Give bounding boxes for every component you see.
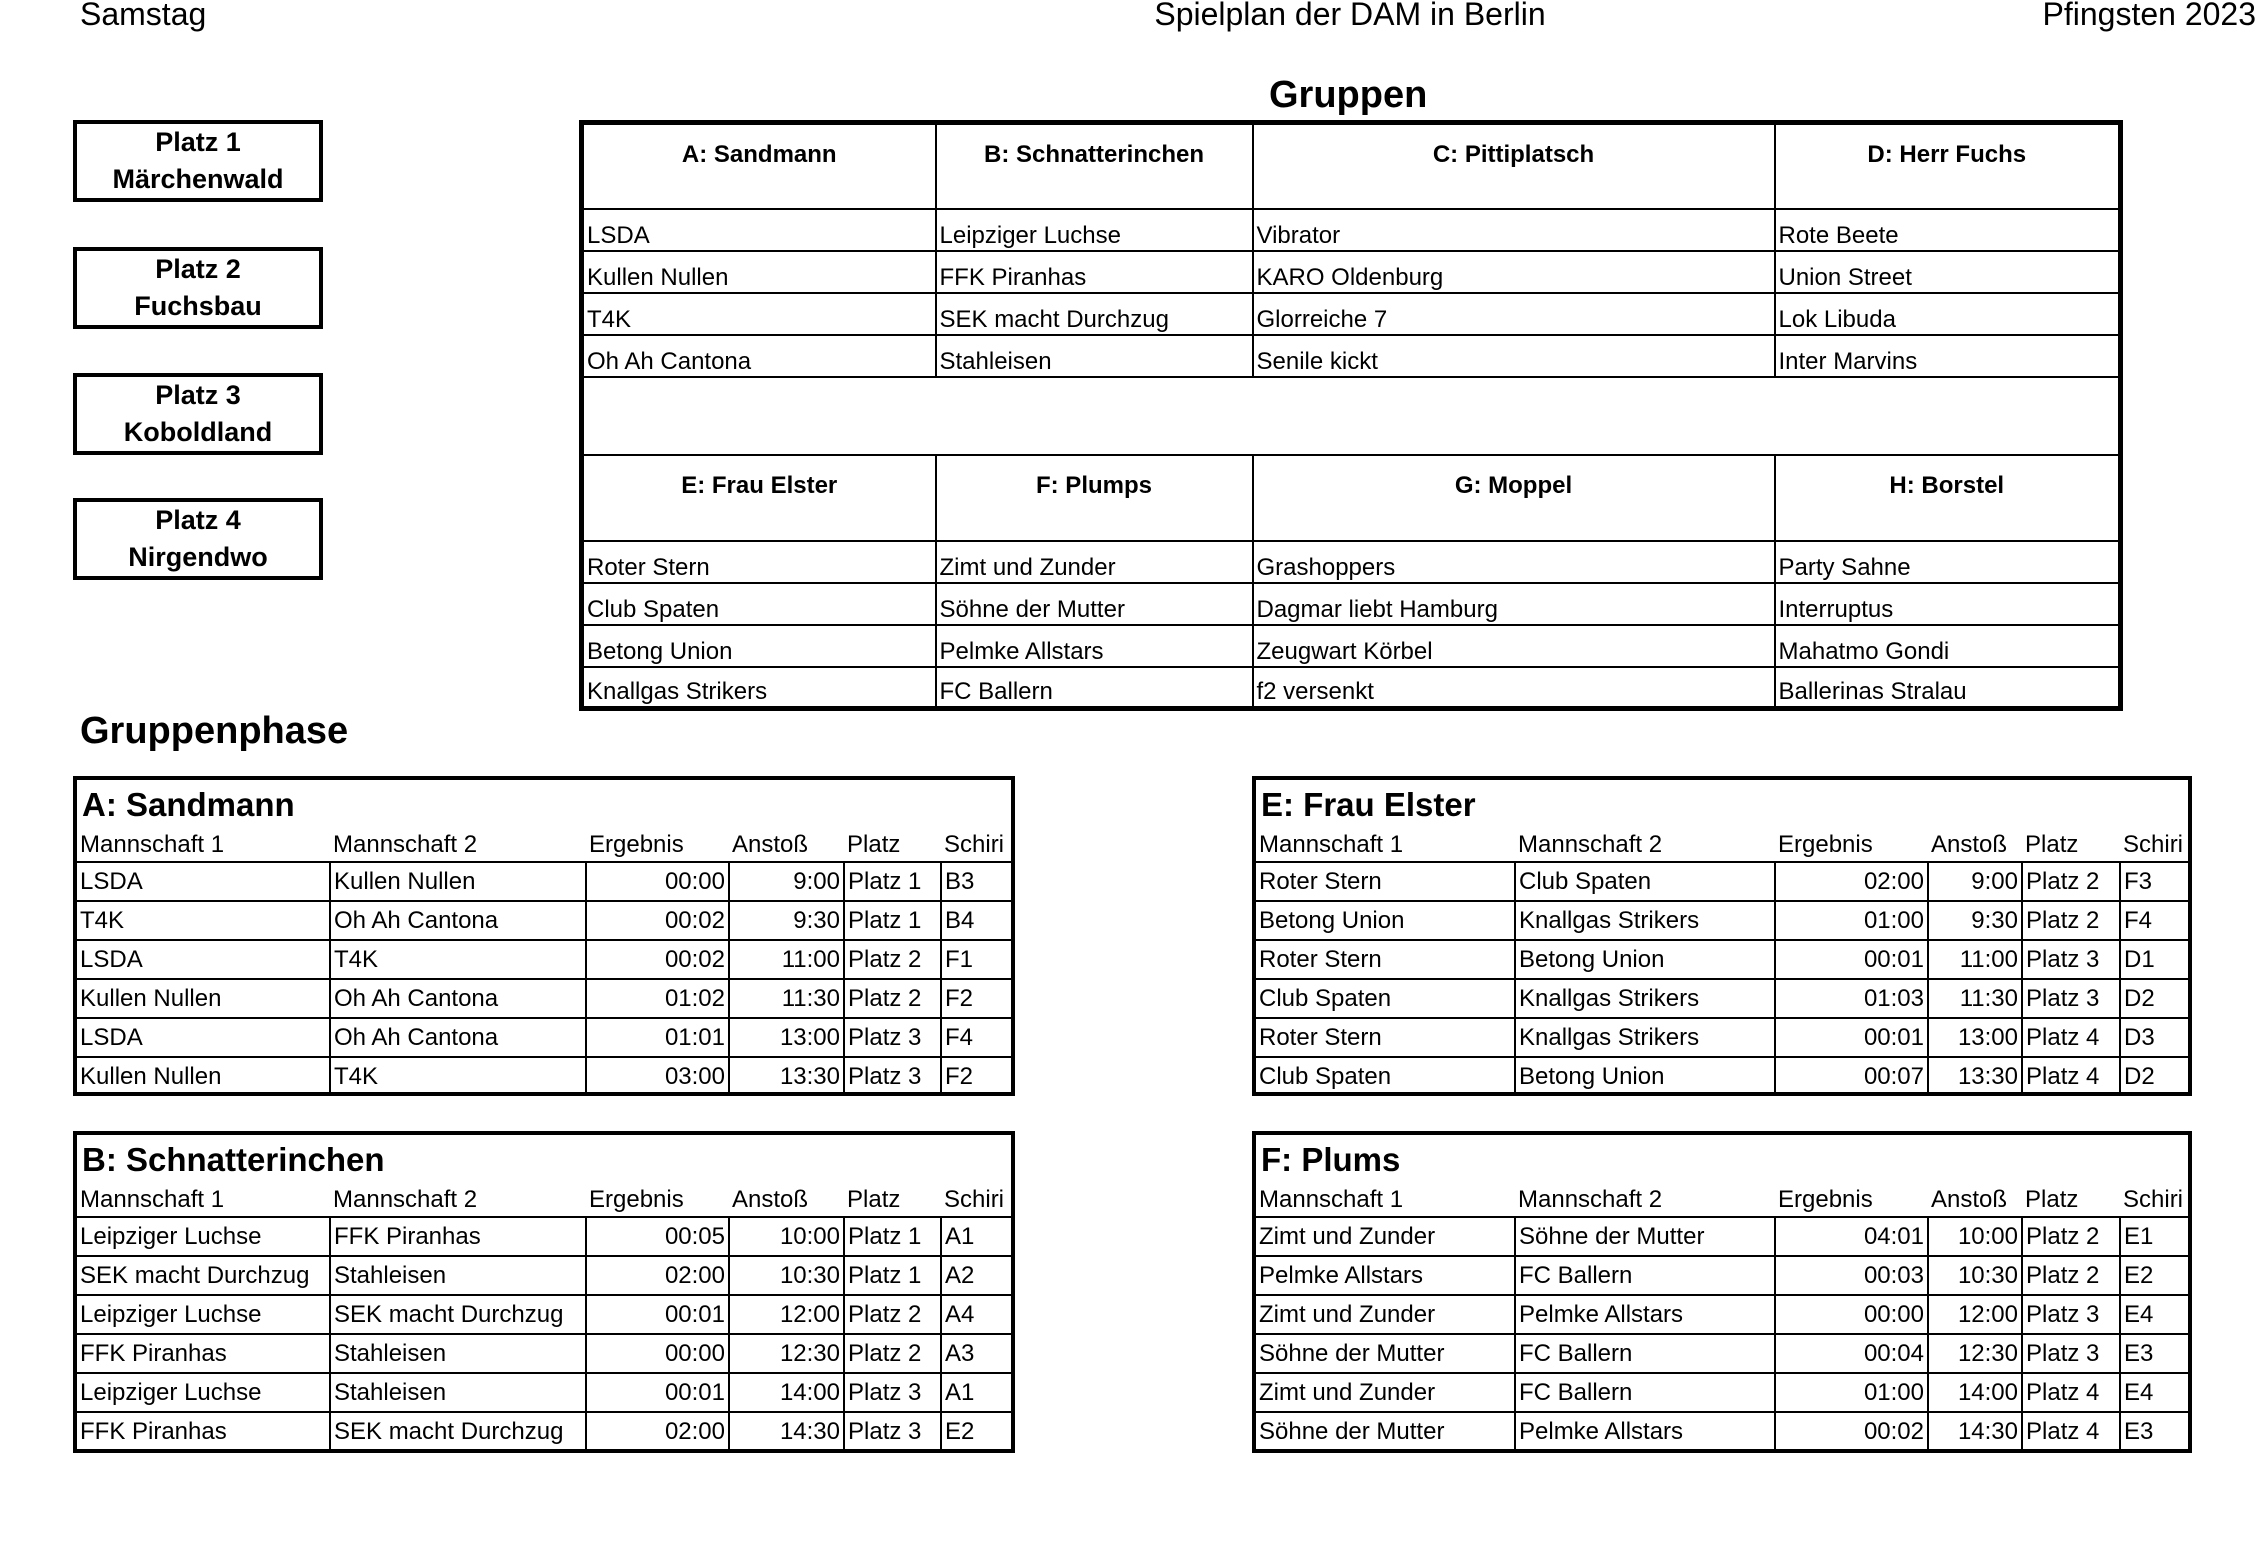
kickoff-cell: 9:30 <box>729 901 844 940</box>
team1-cell: Zimt und Zunder <box>1256 1217 1515 1256</box>
team-cell: Grashoppers <box>1253 541 1775 583</box>
kickoff-cell: 14:30 <box>1928 1412 2022 1450</box>
group-team-row <box>582 209 2121 251</box>
referee-cell: B4 <box>941 901 1011 940</box>
team-cell: Union Street <box>1775 251 2121 293</box>
team-cell: Inter Marvins <box>1775 335 2121 377</box>
field-cell: Platz 3 <box>844 1412 941 1450</box>
team1-cell: Roter Stern <box>1256 940 1515 979</box>
team2-cell: Pelmke Allstars <box>1515 1412 1775 1450</box>
referee-cell: F3 <box>2120 862 2188 901</box>
team1-cell: Söhne der Mutter <box>1256 1334 1515 1373</box>
team-cell: Party Sahne <box>1775 541 2121 583</box>
gruppenphase-title: Gruppenphase <box>80 710 349 752</box>
team1-cell: Pelmke Allstars <box>1256 1256 1515 1295</box>
match-table <box>77 828 1011 1095</box>
team2-cell: T4K <box>330 1057 586 1095</box>
field-cell: Platz 1 <box>844 1217 941 1256</box>
team-cell: LSDA <box>582 209 936 251</box>
kickoff-cell: 11:00 <box>729 940 844 979</box>
field-cell: Platz 2 <box>2022 1217 2120 1256</box>
phase-table-a <box>73 776 1015 1096</box>
phase-table-f <box>1252 1131 2192 1453</box>
team-cell: SEK macht Durchzug <box>936 293 1253 335</box>
phase-table-b <box>73 1131 1015 1453</box>
kickoff-cell: 13:00 <box>1928 1018 2022 1057</box>
team1-cell: SEK macht Durchzug <box>77 1256 330 1295</box>
kickoff-cell: 10:30 <box>729 1256 844 1295</box>
referee-cell: F2 <box>945 1062 974 1090</box>
referee-cell: A3 <box>941 1334 1011 1373</box>
group-team-row <box>582 625 2121 667</box>
result-cell: 04:01 <box>1775 1217 1928 1256</box>
field-cell: Platz 2 <box>844 1295 941 1334</box>
group-team-row <box>582 583 2121 625</box>
column-header: Ergebnis <box>586 1183 729 1217</box>
match-row <box>77 1057 1011 1095</box>
team-cell: Zeugwart Körbel <box>1253 625 1775 667</box>
column-header: Anstoß <box>729 828 844 862</box>
column-header: Mannschaft 1 <box>77 1183 330 1217</box>
phase-table-title: F: Plums <box>1261 1141 1401 1178</box>
team-cell: Mahatmo Gondi <box>1775 625 2121 667</box>
match-table <box>1256 1183 2188 1450</box>
result-cell: 00:02 <box>586 940 729 979</box>
team-cell: Club Spaten <box>582 583 936 625</box>
column-header: Schiri <box>941 828 1011 862</box>
match-row <box>1256 1256 2188 1295</box>
spacer-cell <box>582 377 2121 455</box>
match-row <box>77 1217 1011 1256</box>
kickoff-cell: 9:00 <box>1928 862 2022 901</box>
result-cell: 01:00 <box>1775 901 1928 940</box>
referee-cell: E4 <box>2120 1295 2188 1334</box>
column-header: Mannschaft 1 <box>1256 1183 1515 1217</box>
result-cell: 02:00 <box>586 1412 729 1450</box>
group-header-row <box>582 455 2121 541</box>
match-row <box>77 1256 1011 1295</box>
column-header: Schiri <box>2120 828 2188 862</box>
referee-cell: D2 <box>2124 1062 2155 1090</box>
team2-cell: SEK macht Durchzug <box>330 1412 586 1450</box>
group-team-row <box>582 667 2121 709</box>
column-header: Platz <box>844 1183 941 1217</box>
match-row <box>1256 1373 2188 1412</box>
match-row <box>1256 1217 2188 1256</box>
column-header-row <box>77 828 1011 862</box>
team2-cell: FC Ballern <box>1515 1373 1775 1412</box>
field-cell: Platz 4 <box>2022 1373 2120 1412</box>
team1-cell: Zimt und Zunder <box>1256 1295 1515 1334</box>
referee-cell: F4 <box>2120 901 2188 940</box>
column-header: Ergebnis <box>1775 1183 1928 1217</box>
kickoff-cell: 12:30 <box>1928 1334 2022 1373</box>
kickoff-cell: 14:30 <box>729 1412 844 1450</box>
group-header: H: Borstel <box>1775 455 2121 541</box>
referee-cell: A1 <box>941 1373 1011 1412</box>
header-event: Pfingsten 2023 <box>2042 0 2256 32</box>
gruppen-title: Gruppen <box>1269 74 1428 116</box>
field-cell: Platz 3 <box>844 1373 941 1412</box>
result-cell: 00:03 <box>1775 1256 1928 1295</box>
referee-cell: A4 <box>941 1295 1011 1334</box>
platz-number: Platz 3 <box>155 380 241 410</box>
referee-cell: D1 <box>2120 940 2188 979</box>
match-row <box>1256 940 2188 979</box>
team-cell: Roter Stern <box>582 541 936 583</box>
group-team-row <box>582 251 2121 293</box>
team1-cell: Leipziger Luchse <box>77 1373 330 1412</box>
team1-cell: Club Spaten <box>1256 979 1515 1018</box>
result-cell: 00:02 <box>586 901 729 940</box>
kickoff-cell: 14:00 <box>1928 1373 2022 1412</box>
column-header: Mannschaft 2 <box>330 828 586 862</box>
team1-cell: Roter Stern <box>1256 862 1515 901</box>
team1-cell: Zimt und Zunder <box>1256 1373 1515 1412</box>
result-cell: 00:05 <box>586 1217 729 1256</box>
match-row <box>77 1018 1011 1057</box>
kickoff-cell: 12:30 <box>729 1334 844 1373</box>
result-cell: 03:00 <box>586 1057 729 1095</box>
kickoff-cell: 11:30 <box>1928 979 2022 1018</box>
team-cell: Oh Ah Cantona <box>582 335 936 377</box>
match-row <box>77 1412 1011 1450</box>
group-header: B: Schnatterinchen <box>936 123 1253 209</box>
team-cell: Leipziger Luchse <box>936 209 1253 251</box>
team-cell: Senile kickt <box>1253 335 1775 377</box>
column-header: Schiri <box>941 1183 1011 1217</box>
kickoff-cell: 13:00 <box>729 1018 844 1057</box>
header-title: Spielplan der DAM in Berlin <box>1154 0 1546 32</box>
kickoff-cell: 9:30 <box>1928 901 2022 940</box>
column-header-row <box>1256 1183 2188 1217</box>
match-row <box>1256 1018 2188 1057</box>
team2-cell: Pelmke Allstars <box>1515 1295 1775 1334</box>
column-header: Mannschaft 2 <box>1515 828 1775 862</box>
phase-table-title: A: Sandmann <box>82 786 295 823</box>
column-header: Mannschaft 1 <box>77 828 330 862</box>
referee-cell: F1 <box>941 940 1011 979</box>
field-cell: Platz 3 <box>2022 1334 2120 1373</box>
match-row <box>1256 862 2188 901</box>
result-cell: 00:04 <box>1775 1334 1928 1373</box>
phase-table-title: E: Frau Elster <box>1261 786 1476 823</box>
column-header: Platz <box>2022 828 2120 862</box>
team2-cell: Oh Ah Cantona <box>330 979 586 1018</box>
match-row <box>77 940 1011 979</box>
team1-cell: FFK Piranhas <box>77 1412 330 1450</box>
team2-cell: Oh Ah Cantona <box>330 1018 586 1057</box>
team-cell: Söhne der Mutter <box>936 583 1253 625</box>
referee-cell: E3 <box>2120 1334 2188 1373</box>
team1-cell: Kullen Nullen <box>77 1057 330 1095</box>
match-row <box>77 979 1011 1018</box>
result-cell: 01:02 <box>586 979 729 1018</box>
match-table <box>1256 828 2188 1095</box>
match-row <box>1256 1334 2188 1373</box>
field-cell: Platz 4 <box>2022 1018 2120 1057</box>
phase-table-e <box>1252 776 2192 1096</box>
result-cell: 01:01 <box>586 1018 729 1057</box>
team-cell: f2 versenkt <box>1253 667 1775 709</box>
field-cell: Platz 3 <box>844 1018 941 1057</box>
column-header: Platz <box>2022 1183 2120 1217</box>
platz-box-4 <box>73 498 323 580</box>
team1-cell: Söhne der Mutter <box>1256 1412 1515 1450</box>
field-cell: Platz 2 <box>2022 1256 2120 1295</box>
group-header: C: Pittiplatsch <box>1253 123 1775 209</box>
group-header: F: Plumps <box>936 455 1253 541</box>
group-header: D: Herr Fuchs <box>1775 123 2121 209</box>
team-cell: Glorreiche 7 <box>1253 293 1775 335</box>
field-cell: Platz 2 <box>2022 901 2120 940</box>
column-header: Platz <box>844 828 941 862</box>
kickoff-cell: 11:30 <box>729 979 844 1018</box>
result-cell: 00:02 <box>1775 1412 1928 1450</box>
team1-cell: LSDA <box>77 940 330 979</box>
result-cell: 00:01 <box>586 1295 729 1334</box>
team2-cell: Oh Ah Cantona <box>330 901 586 940</box>
field-cell: Platz 3 <box>2022 979 2120 1018</box>
team2-cell: FC Ballern <box>1515 1334 1775 1373</box>
group-header: G: Moppel <box>1253 455 1775 541</box>
column-header-row <box>77 1183 1011 1217</box>
team1-cell: FFK Piranhas <box>77 1334 330 1373</box>
team-cell: Vibrator <box>1253 209 1775 251</box>
referee-cell: A2 <box>941 1256 1011 1295</box>
match-row <box>77 1295 1011 1334</box>
team-cell: Kullen Nullen <box>582 251 936 293</box>
column-header-row <box>1256 828 2188 862</box>
referee-cell: A1 <box>941 1217 1011 1256</box>
referee-cell: B3 <box>941 862 1011 901</box>
match-row <box>1256 979 2188 1018</box>
team2-cell: Söhne der Mutter <box>1515 1217 1775 1256</box>
kickoff-cell: 14:00 <box>729 1373 844 1412</box>
platz-box-1 <box>73 120 323 202</box>
match-row <box>77 901 1011 940</box>
referee-cell: D3 <box>2120 1018 2188 1057</box>
referee-cell: E3 <box>2124 1417 2154 1445</box>
column-header: Ergebnis <box>586 828 729 862</box>
team2-cell: T4K <box>330 940 586 979</box>
result-cell: 02:00 <box>1775 862 1928 901</box>
team1-cell: T4K <box>77 901 330 940</box>
field-cell: Platz 2 <box>844 979 941 1018</box>
match-row <box>1256 901 2188 940</box>
field-cell: Platz 3 <box>844 1057 941 1095</box>
column-header: Schiri <box>2120 1183 2188 1217</box>
platz-number: Platz 4 <box>155 505 241 535</box>
team2-cell: Knallgas Strikers <box>1515 901 1775 940</box>
column-header: Anstoß <box>1928 1183 2022 1217</box>
group-header: A: Sandmann <box>582 123 936 209</box>
platz-name: Fuchsbau <box>134 291 262 321</box>
team2-cell: SEK macht Durchzug <box>330 1295 586 1334</box>
match-row <box>77 1334 1011 1373</box>
team-cell: T4K <box>582 293 936 335</box>
team1-cell: Betong Union <box>1256 901 1515 940</box>
team-cell: Rote Beete <box>1775 209 2121 251</box>
result-cell: 01:00 <box>1775 1373 1928 1412</box>
platz-number: Platz 2 <box>155 254 241 284</box>
platz-box-3 <box>73 373 323 455</box>
group-spacer-row <box>582 377 2121 455</box>
team-cell: FFK Piranhas <box>936 251 1253 293</box>
referee-cell: E1 <box>2120 1217 2188 1256</box>
referee-cell: D2 <box>2120 979 2188 1018</box>
team2-cell: Kullen Nullen <box>330 862 586 901</box>
team2-cell: Stahleisen <box>330 1334 586 1373</box>
result-cell: 00:00 <box>586 862 729 901</box>
platz-box-2 <box>73 247 323 329</box>
platz-number: Platz 1 <box>155 127 241 157</box>
group-header: E: Frau Elster <box>582 455 936 541</box>
gruppen-table <box>579 120 2123 711</box>
field-cell: Platz 1 <box>844 901 941 940</box>
header-day: Samstag <box>80 0 207 32</box>
team2-cell: Knallgas Strikers <box>1515 979 1775 1018</box>
column-header: Mannschaft 1 <box>1256 828 1515 862</box>
team-cell: Zimt und Zunder <box>936 541 1253 583</box>
platz-name: Koboldland <box>123 417 273 447</box>
field-cell: Platz 4 <box>2022 1412 2120 1450</box>
team1-cell: Leipziger Luchse <box>77 1217 330 1256</box>
team-cell: Knallgas Strikers <box>582 667 936 709</box>
platz-name: Märchenwald <box>112 164 284 194</box>
kickoff-cell: 11:00 <box>1928 940 2022 979</box>
referee-cell: E4 <box>2120 1373 2188 1412</box>
match-row <box>1256 1057 2188 1095</box>
column-header: Anstoß <box>1928 828 2022 862</box>
kickoff-cell: 12:00 <box>729 1295 844 1334</box>
team2-cell: Stahleisen <box>330 1256 586 1295</box>
kickoff-cell: 12:00 <box>1928 1295 2022 1334</box>
team-cell: Pelmke Allstars <box>936 625 1253 667</box>
team-cell: Interruptus <box>1775 583 2121 625</box>
column-header: Anstoß <box>729 1183 844 1217</box>
group-team-row <box>582 293 2121 335</box>
group-team-row <box>582 541 2121 583</box>
team1-cell: Kullen Nullen <box>77 979 330 1018</box>
team-cell: Dagmar liebt Hamburg <box>1253 583 1775 625</box>
result-cell: 00:01 <box>1775 940 1928 979</box>
team2-cell: FC Ballern <box>1515 1256 1775 1295</box>
field-cell: Platz 1 <box>844 862 941 901</box>
field-cell: Platz 2 <box>844 940 941 979</box>
result-cell: 00:00 <box>586 1334 729 1373</box>
team-cell: Stahleisen <box>936 335 1253 377</box>
platz-name: Nirgendwo <box>128 542 268 572</box>
match-row <box>77 1373 1011 1412</box>
referee-cell: F2 <box>941 979 1011 1018</box>
team-cell: Lok Libuda <box>1775 293 2121 335</box>
field-cell: Platz 2 <box>2022 862 2120 901</box>
team2-cell: FFK Piranhas <box>330 1217 586 1256</box>
result-cell: 01:03 <box>1775 979 1928 1018</box>
team1-cell: LSDA <box>77 862 330 901</box>
referee-cell: E2 <box>945 1417 975 1445</box>
field-cell: Platz 3 <box>2022 1295 2120 1334</box>
match-row <box>77 862 1011 901</box>
match-row <box>1256 1412 2188 1450</box>
team-cell: Ballerinas Stralau <box>1775 667 2121 709</box>
field-cell: Platz 2 <box>844 1334 941 1373</box>
column-header: Ergebnis <box>1775 828 1928 862</box>
referee-cell: F4 <box>941 1018 1011 1057</box>
team-cell: FC Ballern <box>936 667 1253 709</box>
result-cell: 00:01 <box>586 1373 729 1412</box>
result-cell: 00:00 <box>1775 1295 1928 1334</box>
kickoff-cell: 9:00 <box>729 862 844 901</box>
result-cell: 00:07 <box>1775 1057 1928 1095</box>
group-team-row <box>582 335 2121 377</box>
team1-cell: LSDA <box>77 1018 330 1057</box>
match-row <box>1256 1295 2188 1334</box>
team1-cell: Club Spaten <box>1256 1057 1515 1095</box>
team2-cell: Knallgas Strikers <box>1515 1018 1775 1057</box>
field-cell: Platz 4 <box>2022 1057 2120 1095</box>
kickoff-cell: 10:30 <box>1928 1256 2022 1295</box>
group-header-row <box>582 123 2121 209</box>
column-header: Mannschaft 2 <box>330 1183 586 1217</box>
team2-cell: Stahleisen <box>330 1373 586 1412</box>
team2-cell: Betong Union <box>1515 1057 1775 1095</box>
kickoff-cell: 10:00 <box>729 1217 844 1256</box>
team-cell: KARO Oldenburg <box>1253 251 1775 293</box>
kickoff-cell: 13:30 <box>1928 1057 2022 1095</box>
field-cell: Platz 1 <box>844 1256 941 1295</box>
team1-cell: Leipziger Luchse <box>77 1295 330 1334</box>
result-cell: 00:01 <box>1775 1018 1928 1057</box>
referee-cell: E2 <box>2120 1256 2188 1295</box>
team-cell: Betong Union <box>582 625 936 667</box>
match-table <box>77 1183 1011 1450</box>
team2-cell: Betong Union <box>1515 940 1775 979</box>
phase-table-title: B: Schnatterinchen <box>82 1141 385 1178</box>
field-cell: Platz 3 <box>2022 940 2120 979</box>
column-header: Mannschaft 2 <box>1515 1183 1775 1217</box>
team1-cell: Roter Stern <box>1256 1018 1515 1057</box>
team2-cell: Club Spaten <box>1515 862 1775 901</box>
kickoff-cell: 13:30 <box>729 1057 844 1095</box>
result-cell: 02:00 <box>586 1256 729 1295</box>
kickoff-cell: 10:00 <box>1928 1217 2022 1256</box>
